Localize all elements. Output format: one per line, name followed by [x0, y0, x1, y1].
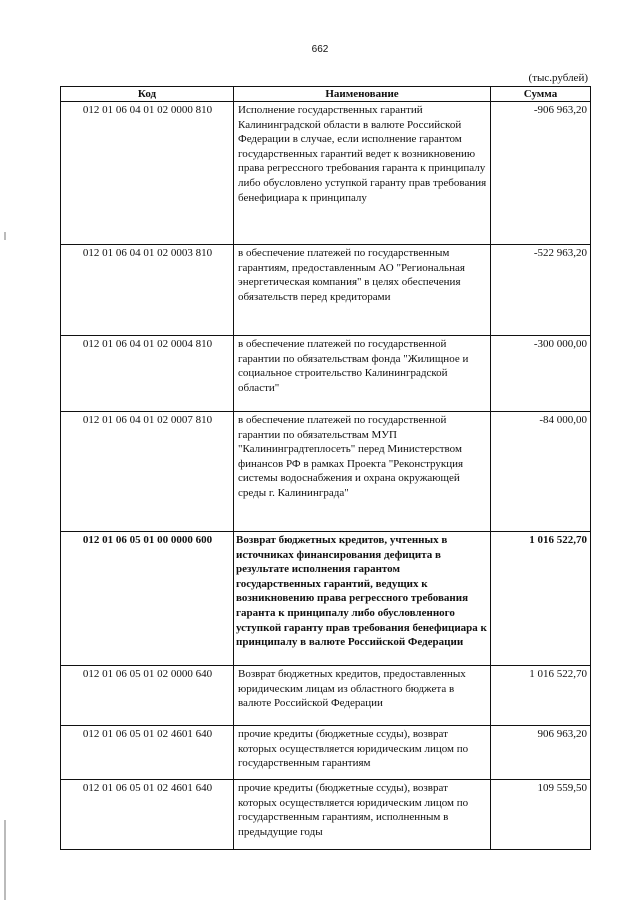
units-label: (тыс.рублей) — [528, 72, 588, 84]
row-name: в обеспечение платежей по государственной гарантии по обязательствам МУП "Калининградтеплосеть" перед Министерством финансов РФ в рамках Проекта "Реконструкция системы водоснабжения и охрана окружающей среды г. Калининграда" — [234, 412, 491, 532]
header-code: Код — [61, 87, 234, 102]
row-code: 012 01 06 04 01 02 0007 810 — [61, 412, 234, 532]
table-row — [61, 245, 591, 336]
row-name: прочие кредиты (бюджетные ссуды), возврат которых осуществляется юридическим лицом по государственным гарантиям, исполненным в предыдущие годы — [234, 780, 491, 850]
row-name: Возврат бюджетных кредитов, предоставленных юридическим лицам из областного бюджета в валюте Российской Федерации — [234, 666, 491, 726]
row-code: 012 01 06 04 01 02 0003 810 — [61, 245, 234, 336]
table-row — [61, 666, 591, 726]
header-sum: Сумма — [491, 87, 591, 102]
row-name: в обеспечение платежей по государственной гарантии по обязательствам фонда "Жилищное и социальное строительство Калининградской области" — [234, 336, 491, 412]
row-code: 012 01 06 04 01 02 0004 810 — [61, 336, 234, 412]
row-sum: -906 963,20 — [491, 102, 591, 245]
row-sum: 109 559,50 — [491, 780, 591, 850]
row-code: 012 01 06 05 01 02 4601 640 — [61, 780, 234, 850]
header-name: Наименование — [234, 87, 491, 102]
row-name: прочие кредиты (бюджетные ссуды), возврат которых осуществляется юридическим лицом по государственным гарантиям — [234, 726, 491, 780]
table-row — [61, 102, 591, 245]
row-name: Возврат бюджетных кредитов, учтенных в источниках финансирования дефицита в результате исполнения гарантом государственных гарантий, ведущих к возникновению права регрессного требования гаранта к принципалу либо обусловленного уступкой гаранту прав требования бенефициара к принципалу в валюте Российской Федерации — [234, 532, 491, 666]
row-code: 012 01 06 04 01 02 0000 810 — [61, 102, 234, 245]
table-row — [61, 412, 591, 532]
row-name: в обеспечение платежей по государственным гарантиям, предоставленным АО "Региональная энергетическая компания" в целях обеспечения обязательств перед кредиторами — [234, 245, 491, 336]
scan-margin-mark — [4, 232, 6, 240]
page-number: 662 — [311, 44, 329, 55]
row-sum: 1 016 522,70 — [491, 532, 591, 666]
row-sum: 906 963,20 — [491, 726, 591, 780]
scan-margin-mark — [4, 820, 6, 900]
header-row — [61, 87, 591, 102]
table-row — [61, 336, 591, 412]
row-sum: -84 000,00 — [491, 412, 591, 532]
budget-table — [60, 86, 591, 850]
row-name: Исполнение государственных гарантий Калининградской области в валюте Российской Федерации в случае, если исполнение гарантом государственных гарантий ведет к возникновению права регрессного требования гаранта к принципалу либо обусловлено уступкой гаранту прав требования бенефициара к принципалу — [234, 102, 491, 245]
row-sum: -522 963,20 — [491, 245, 591, 336]
row-sum: 1 016 522,70 — [491, 666, 591, 726]
row-code: 012 01 06 05 01 00 0000 600 — [61, 532, 234, 666]
row-code: 012 01 06 05 01 02 0000 640 — [61, 666, 234, 726]
table-row — [61, 780, 591, 850]
table-row — [61, 726, 591, 780]
row-sum: -300 000,00 — [491, 336, 591, 412]
table-row — [61, 532, 591, 666]
row-code: 012 01 06 05 01 02 4601 640 — [61, 726, 234, 780]
